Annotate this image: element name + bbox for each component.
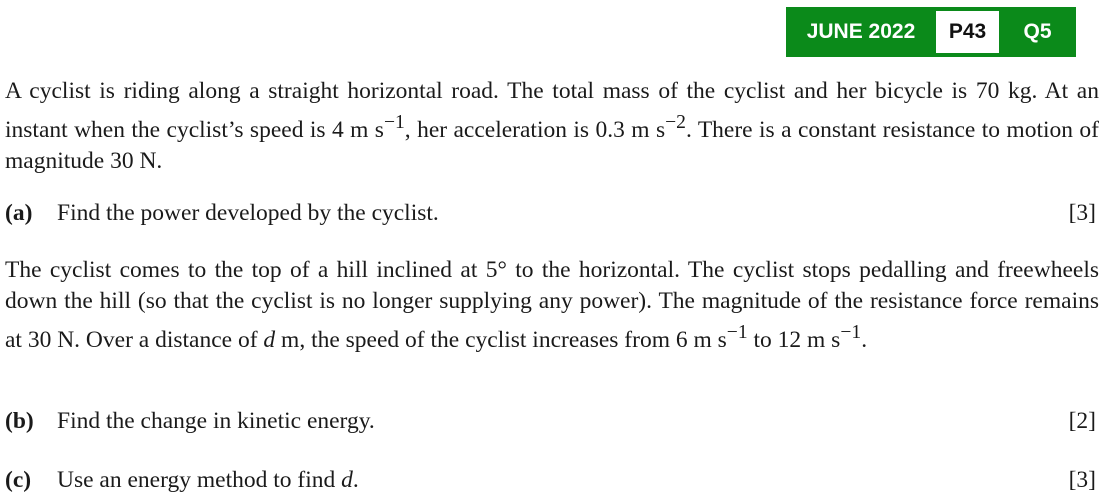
question-tag-banner [786, 7, 1076, 57]
question-number-tag: Q5 [1023, 20, 1052, 43]
session-tag: JUNE 2022 [806, 20, 916, 43]
part-b-text: Find the change in kinetic energy. [57, 408, 375, 434]
part-c [5, 465, 1099, 496]
part-c-end: . [352, 467, 359, 493]
context-text-2: m, the speed of the cyclist increases from 6 m s [275, 326, 727, 353]
context-text-1: The cyclist comes to the top of a hill inclined at 5° to the horizontal. The cyclist stops pedalling and freewheels down the hill (so that the cyclist is no longer supplying any power). The magnitude of the resistance force remains at 30 N. Over a distance of [5, 257, 1099, 353]
hill-context [5, 255, 1099, 356]
part-c-label: (c) [5, 467, 32, 493]
intro-text-2: , her acceleration is 0.3 m s [404, 116, 666, 143]
part-b-label: (b) [5, 408, 34, 434]
unit-exponent: −1 [726, 322, 748, 343]
part-a-marks: [3] [1068, 200, 1096, 226]
intro-text-1: A cyclist is riding along a straight horizontal road. The total mass of the cyclist and her bicycle is 70 kg. At an instant when the cyclist’s speed is 4 m s [5, 78, 1099, 143]
part-a [5, 198, 1099, 229]
question-intro [5, 76, 1099, 177]
part-b [5, 406, 1099, 437]
part-a-text: Find the power developed by the cyclist. [57, 200, 439, 226]
part-b-marks: [2] [1068, 408, 1096, 434]
variable-d: d [263, 326, 276, 353]
part-c-marks: [3] [1068, 467, 1096, 493]
context-text-3: to 12 m s [747, 326, 841, 353]
variable-d: d [341, 467, 353, 493]
unit-exponent: −2 [665, 112, 686, 133]
part-a-label: (a) [5, 200, 33, 226]
context-text-4: . [861, 326, 868, 353]
unit-exponent: −1 [840, 322, 862, 343]
paper-tag: P43 [936, 11, 999, 53]
unit-exponent: −1 [383, 112, 405, 133]
intro-text-3: . There is a constant resistance to motion of magnitude 30 N. [5, 116, 1099, 174]
part-c-text: Use an energy method to find [57, 467, 342, 493]
